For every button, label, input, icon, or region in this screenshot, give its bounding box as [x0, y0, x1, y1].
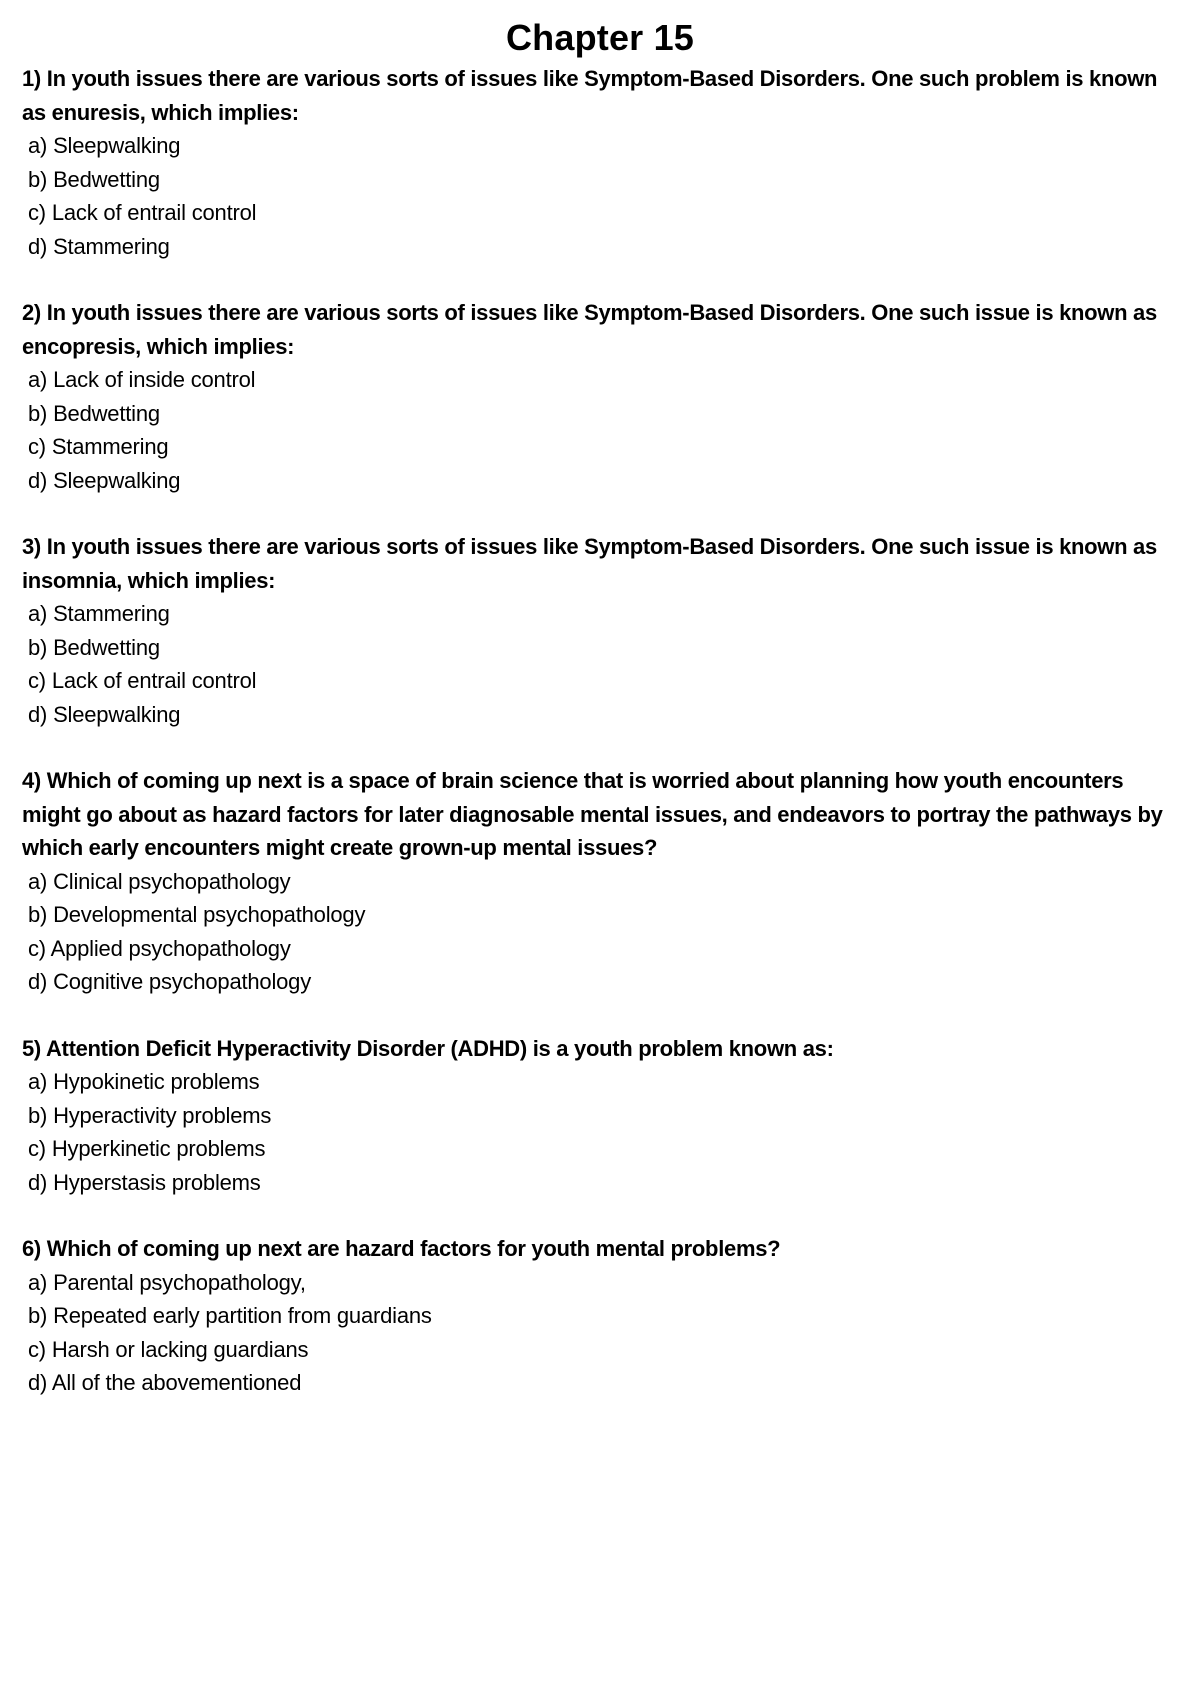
question-6 [22, 1232, 1178, 1400]
answer-option-d: d) Cognitive psychopathology [28, 969, 312, 994]
answer-options [22, 597, 1178, 731]
answer-option-c: c) Hyperkinetic problems [28, 1136, 266, 1161]
answer-options [22, 363, 1178, 497]
answer-option-b: b) Bedwetting [28, 400, 160, 426]
question-4 [22, 764, 1178, 999]
answer-option-b: b) Bedwetting [28, 166, 160, 192]
question-1 [22, 62, 1178, 263]
answer-option-a: a) Clinical psychopathology [28, 868, 291, 894]
answer-option-d: d) Sleepwalking [28, 467, 181, 493]
page-title: Chapter 15 [505, 17, 695, 58]
answer-option-a: a) Sleepwalking [28, 133, 181, 158]
answer-option-c: c) Applied psychopathology [28, 935, 291, 961]
answer-option-d: d) Hyperstasis problems [28, 1169, 261, 1195]
answer-options [22, 1065, 1178, 1199]
answer-option-c: c) Lack of entrail control [28, 200, 257, 225]
answer-option-d: d) Stammering [28, 233, 170, 259]
answer-options [22, 1266, 1178, 1400]
answer-option-a: a) Stammering [28, 601, 170, 626]
answer-option-a: a) Parental psychopathology, [28, 1269, 306, 1295]
answer-option-d: d) All of the abovementioned [28, 1370, 302, 1395]
answer-option-b: b) Developmental psychopathology [28, 902, 366, 927]
question-text: 1) In youth issues there are various sorts of issues like Symptom-Based Disorders. One such problem is known as enuresis, which implies: [22, 66, 1158, 125]
question-text: 3) In youth issues there are various sorts of issues like Symptom-Based Disorders. One such issue is known as insomnia, which implies: [22, 534, 1157, 593]
question-2 [22, 296, 1178, 497]
question-text: 5) Attention Deficit Hyperactivity Disorder (ADHD) is a youth problem known as: [22, 1035, 834, 1061]
question-3 [22, 530, 1178, 731]
answer-option-b: b) Repeated early partition from guardians [28, 1303, 432, 1328]
answer-options [22, 129, 1178, 263]
answer-option-d: d) Sleepwalking [28, 701, 181, 727]
answer-option-b: b) Bedwetting [28, 634, 160, 660]
answer-option-a: a) Hypokinetic problems [28, 1069, 260, 1094]
question-text: 2) In youth issues there are various sorts of issues like Symptom-Based Disorders. One such issue is known as encopresis, which implies: [22, 300, 1157, 359]
answer-option-a: a) Lack of inside control [28, 367, 256, 392]
answer-option-c: c) Lack of entrail control [28, 668, 257, 693]
answer-option-c: c) Stammering [28, 434, 169, 459]
answer-option-b: b) Hyperactivity problems [28, 1102, 272, 1128]
answer-options [22, 865, 1178, 999]
question-text: 6) Which of coming up next are hazard factors for youth mental problems? [22, 1236, 781, 1261]
answer-option-c: c) Harsh or lacking guardians [28, 1336, 309, 1362]
question-text: 4) Which of coming up next is a space of brain science that is worried about planning how youth encounters might go about as hazard factors for later diagnosable mental issues, and endeavors to portray the pathways by which early encounters might create grown-up mental issues? [22, 768, 1163, 860]
question-5 [22, 1032, 1178, 1200]
